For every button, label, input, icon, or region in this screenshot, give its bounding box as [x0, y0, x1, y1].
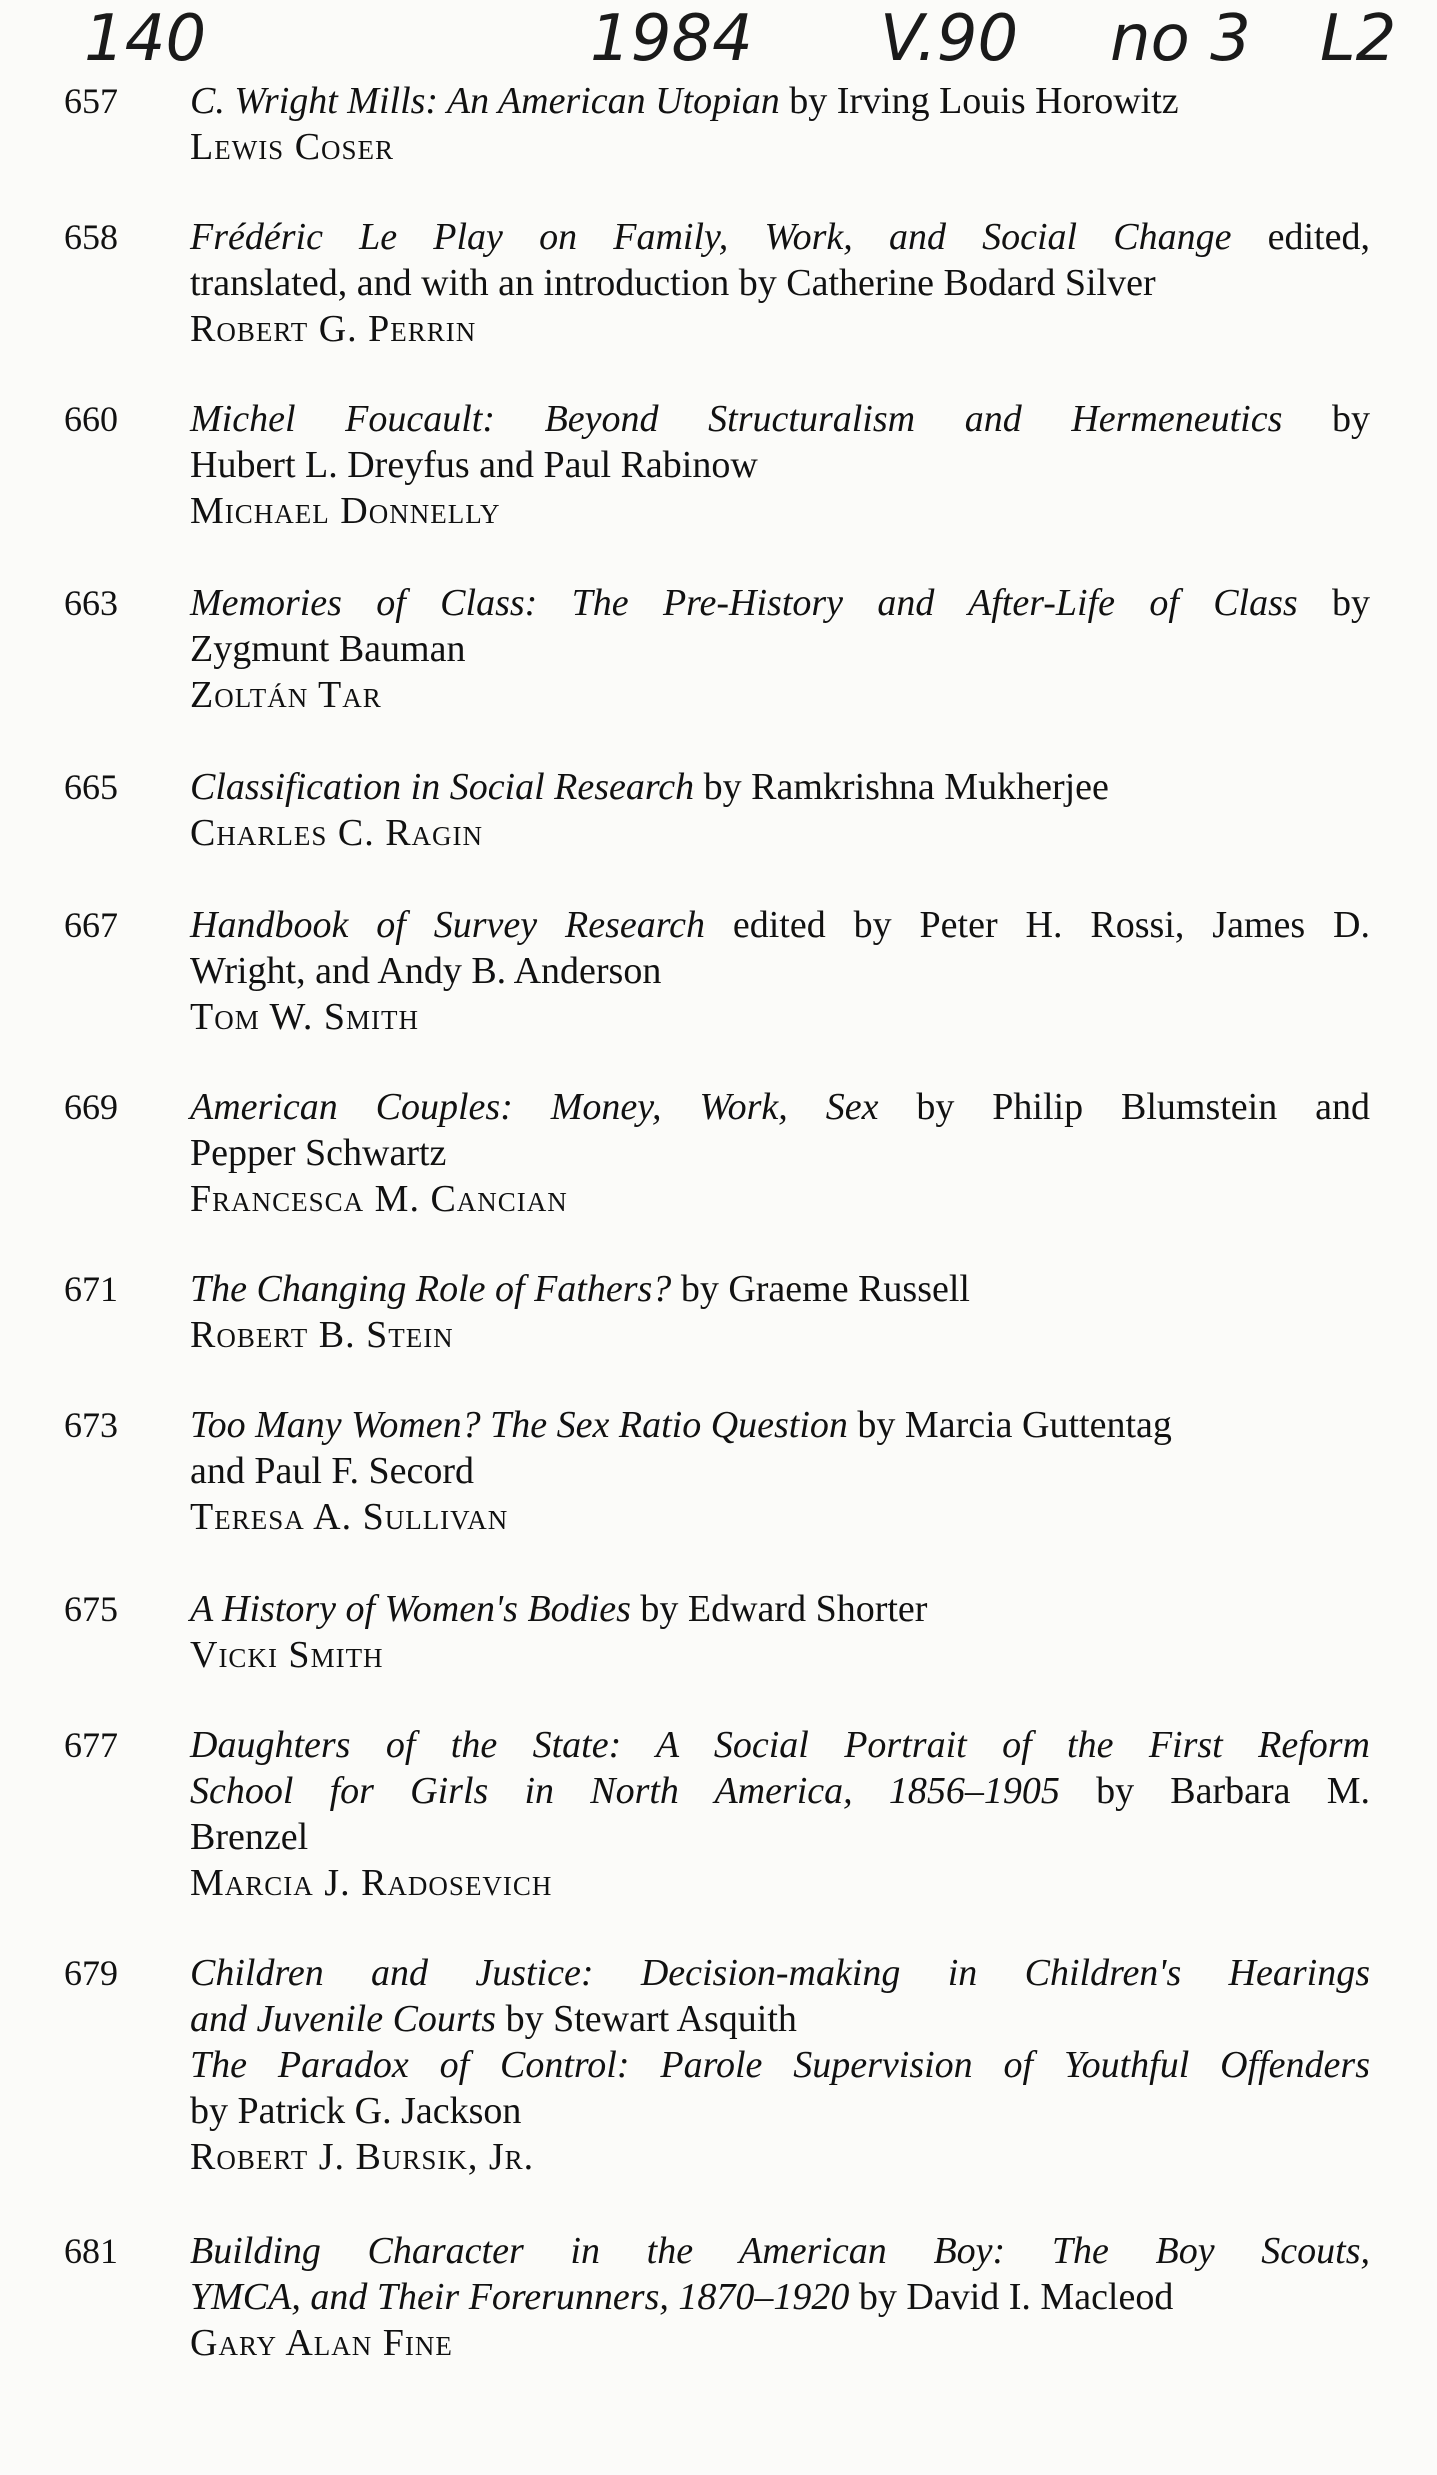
page-number: 677 [64, 1725, 118, 1765]
book-title: American Couples: Money, Work, Sex [190, 1086, 879, 1128]
entry-body: Classification in Social Research by Ramkrishna Mukherjee Charles C. Ragin [190, 764, 1370, 856]
book-title-cont: School for Girls in North America, 1856–1905 [190, 1770, 1060, 1812]
entry-body: A History of Women's Bodies by Edward Shorter Vicki Smith [190, 1586, 1370, 1678]
page-number: 660 [64, 399, 118, 439]
book-title: Classification in Social Research [190, 766, 695, 808]
handwritten-year: 1984 [590, 2, 753, 76]
handwritten-number: 140 [84, 2, 207, 76]
reviewer-name: Tom W. Smith [190, 996, 420, 1038]
reviewer-name: Francesca M. Cancian [190, 1178, 568, 1220]
page-number: 665 [64, 767, 118, 807]
entry-body: Too Many Women? The Sex Ratio Question by Marcia Guttentag and Paul F. Secord Teresa A. Sullivan [190, 1402, 1370, 1540]
book-title: Handbook of Survey Research [190, 904, 705, 946]
entry-body: Daughters of the State: A Social Portrait of the First Reform School for Girls in North America, 1856–1905 by Barbara M. Brenzel Marcia J. Radosevich [190, 1724, 1370, 1904]
page-number: 671 [64, 1269, 118, 1309]
page-number: 669 [64, 1087, 118, 1127]
entry-body: Frédéric Le Play on Family, Work, and Social Change edited, translated, and with an introduction by Catherine Bodard Silver Robert G. Perrin [190, 216, 1370, 350]
book-title: Memories of Class: The Pre-History and After-Life of Class [190, 582, 1298, 624]
handwritten-annotation [0, 2, 1437, 82]
entry-body: Memories of Class: The Pre-History and After-Life of Class by Zygmunt Bauman Zoltán Tar [190, 582, 1371, 716]
handwritten-issue: no 3 [1110, 2, 1251, 76]
book-title: The Changing Role of Fathers? [190, 1268, 672, 1310]
book-title-cont: and Juvenile Courts [190, 1998, 497, 2040]
reviewer-name: Gary Alan Fine [190, 2322, 453, 2364]
book-title: C. Wright Mills: An American Utopian [190, 80, 780, 122]
book-title-cont: YMCA, and Their Forerunners, 1870–1920 [190, 2276, 850, 2318]
entry-body: Michel Foucault: Beyond Structuralism and Hermeneutics by Hubert L. Dreyfus and Paul Rabinow Michael Donnelly [190, 398, 1370, 532]
book-title: Too Many Women? The Sex Ratio Question [190, 1404, 848, 1446]
book-title: Michel Foucault: Beyond Structuralism and Hermeneutics [190, 398, 1283, 440]
entry-body: American Couples: Money, Work, Sex by Philip Blumstein and Pepper Schwartz Francesca M. Cancian [190, 1086, 1370, 1220]
reviewer-name: Vicki Smith [190, 1634, 384, 1676]
page-number: 667 [64, 905, 118, 945]
reviewer-name: Lewis Coser [190, 126, 395, 168]
reviewer-name: Robert B. Stein [190, 1314, 454, 1356]
book-title: Children and Justice: Decision-making in Children's Hearings [190, 1952, 1370, 1994]
entry-body: Handbook of Survey Research edited by Peter H. Rossi, James D. Wright, and Andy B. Anderson Tom W. Smith [190, 904, 1371, 1038]
page-number: 658 [64, 217, 118, 257]
page-number: 663 [64, 583, 118, 623]
page-number: 657 [64, 81, 118, 121]
page-number: 673 [64, 1405, 118, 1445]
entry-body: The Changing Role of Fathers? by Graeme Russell Robert B. Stein [190, 1266, 1370, 1358]
book-title: Daughters of the State: A Social Portrait of the First Reform [190, 1724, 1370, 1766]
reviewer-name: Marcia J. Radosevich [190, 1862, 553, 1904]
entry-body: Building Character in the American Boy: The Boy Scouts, YMCA, and Their Forerunners, 1870–1920 by David I. Macleod Gary Alan Fine [190, 2230, 1370, 2364]
entry-body: C. Wright Mills: An American Utopian by Irving Louis Horowitz Lewis Coser [190, 78, 1370, 170]
handwritten-code: L2 [1320, 2, 1397, 76]
entry-body: Children and Justice: Decision-making in Children's Hearings and Juvenile Courts by Stewart Asquith The Paradox of Control: Parole Supervision of Youthful Offenders by Patrick G. Jackson Robert J. Bursik, Jr. [190, 1952, 1370, 2178]
book-title: Building Character in the American Boy: The Boy Scouts, [190, 2230, 1370, 2272]
reviewer-name: Robert G. Perrin [190, 308, 477, 350]
page-number: 675 [64, 1589, 118, 1629]
book-title: A History of Women's Bodies [190, 1588, 631, 1630]
reviewer-name: Charles C. Ragin [190, 812, 484, 854]
reviewer-name: Zoltán Tar [190, 674, 382, 716]
page-number: 679 [64, 1953, 118, 1993]
reviewer-name: Michael Donnelly [190, 490, 501, 532]
book-title: Frédéric Le Play on Family, Work, and Social Change [190, 216, 1232, 258]
page-number: 681 [64, 2231, 118, 2271]
reviewer-name: Robert J. Bursik, Jr. [190, 2136, 535, 2178]
second-book-title: The Paradox of Control: Parole Supervision of Youthful Offenders [190, 2044, 1370, 2086]
reviewer-name: Teresa A. Sullivan [190, 1496, 509, 1538]
handwritten-volume: V.90 [880, 2, 1019, 76]
